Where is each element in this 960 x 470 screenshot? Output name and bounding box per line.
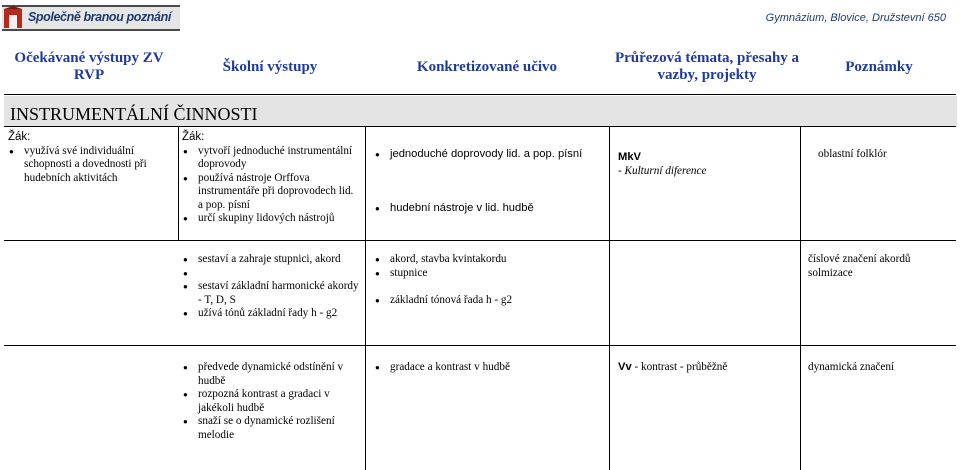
list-item: ● jednoduché doprovody lid. a pop. písní — [374, 148, 604, 162]
section-divider — [4, 126, 956, 127]
column-header-curriculum: Konkretizované učivo — [416, 58, 558, 75]
list-item: ● sestaví a zahraje stupnici, akord — [182, 253, 360, 267]
list-item: ● určí skupiny lidových nástrojů — [182, 212, 360, 226]
list-item: ● snaží se o dynamické rozlišení melodie — [182, 415, 360, 442]
theme-code: MkV — [618, 151, 642, 163]
row1-crosscutting-themes — [618, 151, 798, 178]
list-item — [182, 267, 360, 281]
list-item: ● využívá své individuální schopnosti a dovednosti při hudebních aktivitách — [8, 145, 173, 186]
list-item: ● vytvoří jednoduché instrumentální doprovody — [182, 145, 360, 172]
theme-code: Vv — [618, 361, 632, 373]
list-item: ● předvede dynamické odstínění v hudbě — [182, 361, 360, 388]
header-divider — [4, 94, 956, 95]
row3-notes: dynamická značení — [808, 361, 895, 373]
list-item: ● užívá tónů základní řady h - g2 — [182, 307, 360, 321]
brand-banner — [2, 5, 180, 31]
list-item: ● gradace a kontrast v hudbě — [374, 361, 604, 375]
row1-expected-outcomes — [8, 131, 173, 185]
column-header-expected-outcomes: Očekávané výstupy ZV RVP — [14, 50, 164, 83]
row2-notes: číslové značení akordů solmizace — [808, 253, 911, 279]
column-header-notes: Poznámky — [845, 58, 913, 75]
row2-school-outcomes — [182, 253, 360, 321]
section-band — [4, 96, 957, 126]
row3-school-outcomes — [182, 361, 360, 442]
list-item: ● používá nástroje Orffova instrumentáře při doprovodech lid. a pop. písní — [182, 172, 360, 213]
list-item: ● sestaví základní harmonické akordy - T, D, S — [182, 280, 360, 307]
row-divider — [4, 240, 956, 241]
row3-curriculum — [374, 361, 604, 375]
section-title: INSTRUMENTÁLNÍ ČINNOSTI — [10, 104, 258, 124]
column-divider — [609, 126, 610, 470]
row1-school-outcomes — [182, 131, 360, 226]
list-item: ● rozpozná kontrast a gradaci v jakékoli hudbě — [182, 388, 360, 415]
list-item: ● hudební nástroje v lid. hudbě — [374, 202, 604, 216]
theme-description: - Kulturní diference — [618, 164, 707, 177]
list-item: ● základní tónová řada h - g2 — [374, 294, 604, 308]
row-divider — [4, 345, 956, 346]
column-divider — [800, 126, 801, 470]
column-divider — [178, 126, 179, 240]
row1-notes: oblastní folklór — [818, 148, 887, 160]
list-item: ● akord, stavba kvintakordu — [374, 253, 604, 267]
pupil-label: Žák: — [8, 131, 31, 143]
list-item: ● stupnice — [374, 267, 604, 281]
theme-description: - kontrast - průběžně — [634, 361, 728, 373]
school-name: Gymnázium, Blovice, Družstevní 650 — [765, 12, 946, 24]
page-header — [0, 0, 960, 40]
row3-crosscutting-themes — [618, 361, 798, 375]
brand-title: Společně branou poznání — [28, 10, 171, 24]
gate-logo-icon — [2, 6, 24, 30]
column-divider — [365, 126, 366, 470]
row2-curriculum — [374, 253, 604, 308]
column-header-school-outcomes: Školní výstupy — [222, 58, 318, 75]
pupil-label: Žák: — [182, 131, 205, 143]
row1-curriculum — [374, 148, 604, 215]
column-header-crosscutting-themes: Průřezová témata, přesahy a vazby, projekty — [614, 50, 800, 83]
